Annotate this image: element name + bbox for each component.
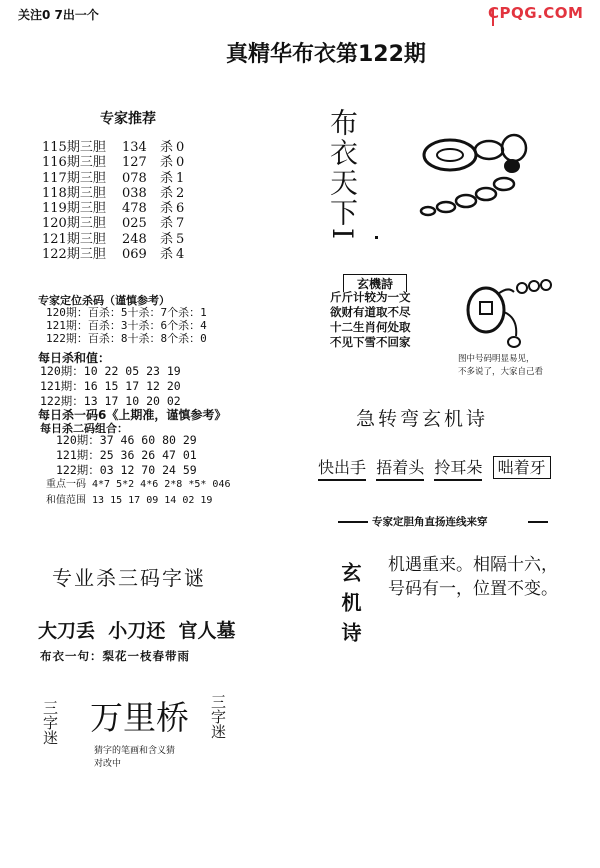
riddle-note-1: 猜字的笔画和含义猜 bbox=[94, 746, 176, 756]
buyi-line: 布衣一句：梨花一枝春带雨 bbox=[40, 649, 190, 663]
riddle-note-2: 对改中 bbox=[94, 759, 122, 769]
turn-phrase: 捂着头 bbox=[376, 458, 424, 481]
sum-kill-line: 121期：16 15 17 12 20 bbox=[40, 378, 181, 393]
two-code-heading: 每日杀二码组合： bbox=[40, 422, 128, 435]
top-note: 关注0 7出一个 bbox=[18, 8, 99, 22]
two-code-lines bbox=[56, 433, 197, 477]
bridge-riddle: 万里桥 bbox=[90, 698, 189, 737]
position-kill-line: 121期：百杀：3十杀：6个杀：4 bbox=[46, 319, 207, 332]
pick-row: 116期三胆 127 杀 0 bbox=[42, 155, 185, 171]
dot-mark bbox=[375, 236, 378, 239]
banner-rule-right bbox=[528, 521, 548, 523]
coin-note-1: 图中号码明显易见， bbox=[458, 354, 535, 364]
position-kill-line: 122期：百杀：8十杀：8个杀：0 bbox=[46, 332, 207, 345]
pick-row: 115期三胆 134 杀 0 bbox=[42, 140, 185, 155]
two-code-line: 121期：25 36 26 47 01 bbox=[56, 447, 197, 462]
position-kill-lines bbox=[46, 306, 207, 345]
turn-phrase: 拎耳朵 bbox=[434, 458, 482, 481]
pick-row: 122期三胆 069 杀 4 bbox=[42, 247, 185, 263]
key-one-code: 重点一码 4*7 5*2 4*6 2*8 *5* 046 bbox=[46, 479, 231, 490]
riddle-line-1: 大刀丢 小刀还 官人墓 bbox=[38, 620, 236, 642]
riddle-left-vertical: 三字迷 bbox=[41, 700, 59, 745]
banner-rule-left bbox=[338, 521, 368, 523]
riddle-right-vertical: 三字迷 bbox=[209, 694, 227, 739]
coin-string-illustration bbox=[404, 114, 544, 224]
position-kill-heading: 专家定位杀码（谨慎参考） bbox=[38, 294, 170, 307]
turn-poem-phrases bbox=[318, 455, 551, 478]
sum-kill-line: 122期：13 17 10 20 02 bbox=[40, 393, 181, 408]
expert-picks bbox=[42, 140, 184, 262]
expert-heading: 专家推荐 bbox=[100, 111, 156, 127]
corner-vertical: 玄机诗 bbox=[338, 562, 362, 652]
pick-row: 119期三胆 478 杀 6 bbox=[42, 201, 185, 217]
pick-row: 120期三胆 025 杀 7 bbox=[42, 216, 185, 232]
turn-phrase: 咄着牙 bbox=[493, 456, 551, 479]
two-code-line: 120期：37 46 60 80 29 bbox=[56, 433, 197, 447]
daily-kill-one: 每日杀一码6《上期准，谨慎参考》 bbox=[38, 408, 227, 422]
corner-line-2: 号码有一，位置不变。 bbox=[388, 579, 558, 599]
watermark: CPQG.COM bbox=[488, 4, 584, 22]
poem-line: 欲财有道取不尽 bbox=[330, 305, 411, 319]
coin-note-2: 不多说了，大家自己看 bbox=[458, 367, 544, 377]
sum-kill-line: 120期：10 22 05 23 19 bbox=[40, 364, 181, 378]
poem-line: 十二生肖何处取 bbox=[330, 320, 411, 334]
sum-kill-heading: 每日杀和值： bbox=[38, 351, 111, 365]
pick-row: 121期三胆 248 杀 5 bbox=[42, 231, 185, 247]
poem-line: 斤斤计较为一文 bbox=[330, 290, 411, 304]
sum-kill-lines bbox=[40, 364, 181, 408]
buyi-tianxia: 布衣天下I bbox=[326, 108, 359, 242]
xuanji-heading: 玄機詩 bbox=[343, 274, 407, 292]
pick-row: 117期三胆 078 杀 1 bbox=[42, 170, 185, 186]
turn-phrase: 快出手 bbox=[318, 458, 366, 481]
turn-poem-heading: 急转弯玄机诗 bbox=[356, 408, 489, 430]
page-title: 真精华布衣第122期 bbox=[226, 42, 426, 67]
sum-range: 和值范围 13 15 17 09 14 02 19 bbox=[46, 495, 213, 506]
pick-row: 118期三胆 038 杀 2 bbox=[42, 185, 185, 201]
coin-chain-illustration bbox=[458, 272, 558, 352]
corner-banner: 专家定胆角直扬连线来穿 bbox=[372, 516, 488, 528]
two-code-line: 122期：03 12 70 24 59 bbox=[56, 462, 197, 477]
position-kill-line: 120期：百杀：5十杀：7个杀：1 bbox=[46, 306, 207, 319]
corner-line-1: 机遇重来。相隔十六， bbox=[388, 555, 558, 575]
poem-line: 不见下雪不回家 bbox=[330, 335, 411, 349]
xuanji-poem bbox=[330, 290, 442, 350]
riddle-heading: 专业杀三码字谜 bbox=[52, 566, 206, 590]
